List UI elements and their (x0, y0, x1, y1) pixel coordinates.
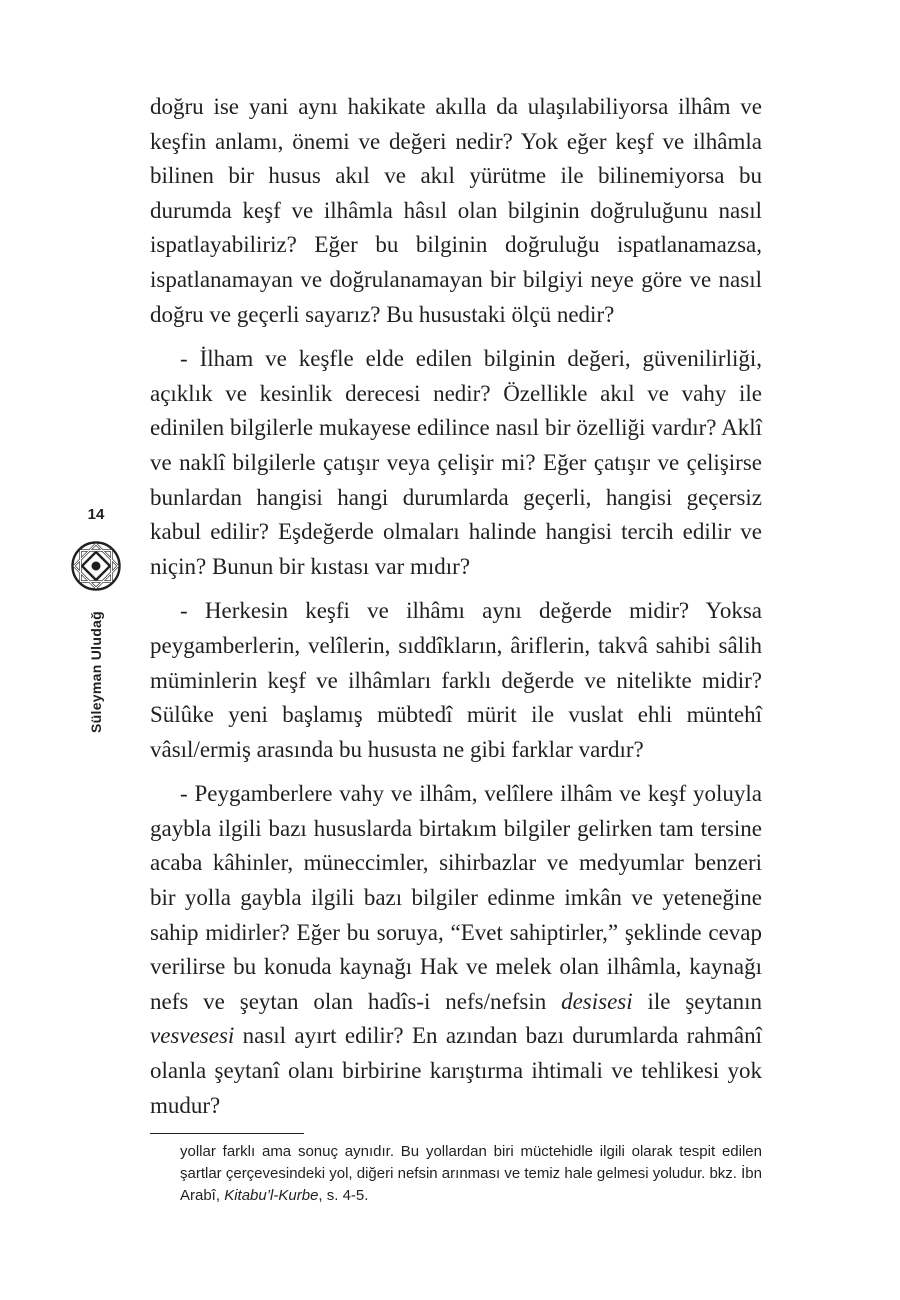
footnote-book-title: Kitabu’l-Kurbe (224, 1187, 319, 1204)
paragraph-4-part-1: - Peygamberlere vahy ve ilhâm, velîlere ilhâm ve keşf yoluyla gaybla ilgili bazı hususlarda birtakım bilgiler gelirken tam tersine acaba kâhinler, müneccimler, sihirbazlar ve medyumlar benzeri bir yolla gaybla ilgili bazı bilgiler edinme imkân ve yeteneğine sahip midirler? Eğer bu soruya, “Evet sahiptirler,” şeklinde cevap verilirse bu konuda kaynağı Hak ve melek olan ilhâmla, kaynağı nefs ve şeytan olan hadîs-i nefs/nefsin (150, 781, 762, 1014)
footnote-text: yollar farklı ama sonuç aynıdır. Bu yollardan biri müctehidle ilgili olarak tespit edilen şartlar çerçevesindeki yol, diğeri nefsin arınması ve temiz hale gelmesi yoludur. bkz. İbn Arabî, (180, 1143, 762, 1204)
main-text (150, 90, 762, 1133)
paragraph-2: - İlham ve keşfle elde edilen bilginin değeri, güvenilirliği, açıklık ve kesinlik derecesi nedir? Özellikle akıl ve vahy ile edinilen bilgilerle mukayese edilince nasıl bir özelliği vardır? Aklî ve naklî bilgilerle çatışır veya çelişir mi? Eğer çatışır ve çelişirse bunlardan hangisi hangi durumlarda geçerli, hangisi geçersiz kabul edilir? Eşdeğerde olmaları halinde hangisi tercih edilir ve niçin? Bunun bir kıstası var mıdır? (150, 346, 762, 579)
footnote-divider (150, 1133, 304, 1134)
paragraph-4 (150, 777, 762, 1123)
paragraph-4-italic-desisesi: desisesi (561, 988, 633, 1014)
interlaced-knot-ornament-icon (70, 540, 122, 592)
paragraph-4-part-2: ile şeytanın (632, 988, 762, 1014)
footnote-suffix: , s. 4-5. (318, 1187, 369, 1204)
paragraph-3: - Herkesin keşfi ve ilhâmı aynı değerde midir? Yoksa peygamberlerin, velîlerin, sıddîkların, âriflerin, takvâ sahibi sâlih müminlerin keşf ve ilhâmları farklı değerde ve nitelikte midir? Sülûke yeni başlamış mübtedî mürit ile vuslat ehli müntehî vâsıl/ermiş arasında bu hususta ne gibi farklar vardır? (150, 598, 762, 762)
footnote (180, 1141, 762, 1207)
paragraph-4-italic-vesvesesi: vesvesesi (150, 1023, 235, 1049)
author-name: Süleyman Uludağ (88, 611, 104, 733)
paragraph-1: doğru ise yani aynı hakikate akılla da ulaşılabiliyorsa ilhâm ve keşfin anlamı, önemi ve değeri nedir? Yok eğer keşf ve ilhâmla bilinen bir husus akıl ve akıl yürütme ile bilinemiyorsa bu durumda keşf ve ilhâmla hâsıl olan bilginin doğruluğunu nasıl ispatlayabiliriz? Eğer bu bilginin doğruluğu ispatlanamazsa, ispatlanamayan ve doğrulanamayan bir bilgiyi neye göre ve nasıl doğru ve geçerli sayarız? Bu husustaki ölçü nedir? (150, 94, 762, 327)
page-number: 14 (87, 506, 105, 523)
paragraph-4-part-3: nasıl ayırt edilir? En azından bazı durumlarda rahmânî olanla şeytanî olanı birbirine karıştırma ihtimali ve tehlikesi yok mudur? (150, 1023, 762, 1118)
